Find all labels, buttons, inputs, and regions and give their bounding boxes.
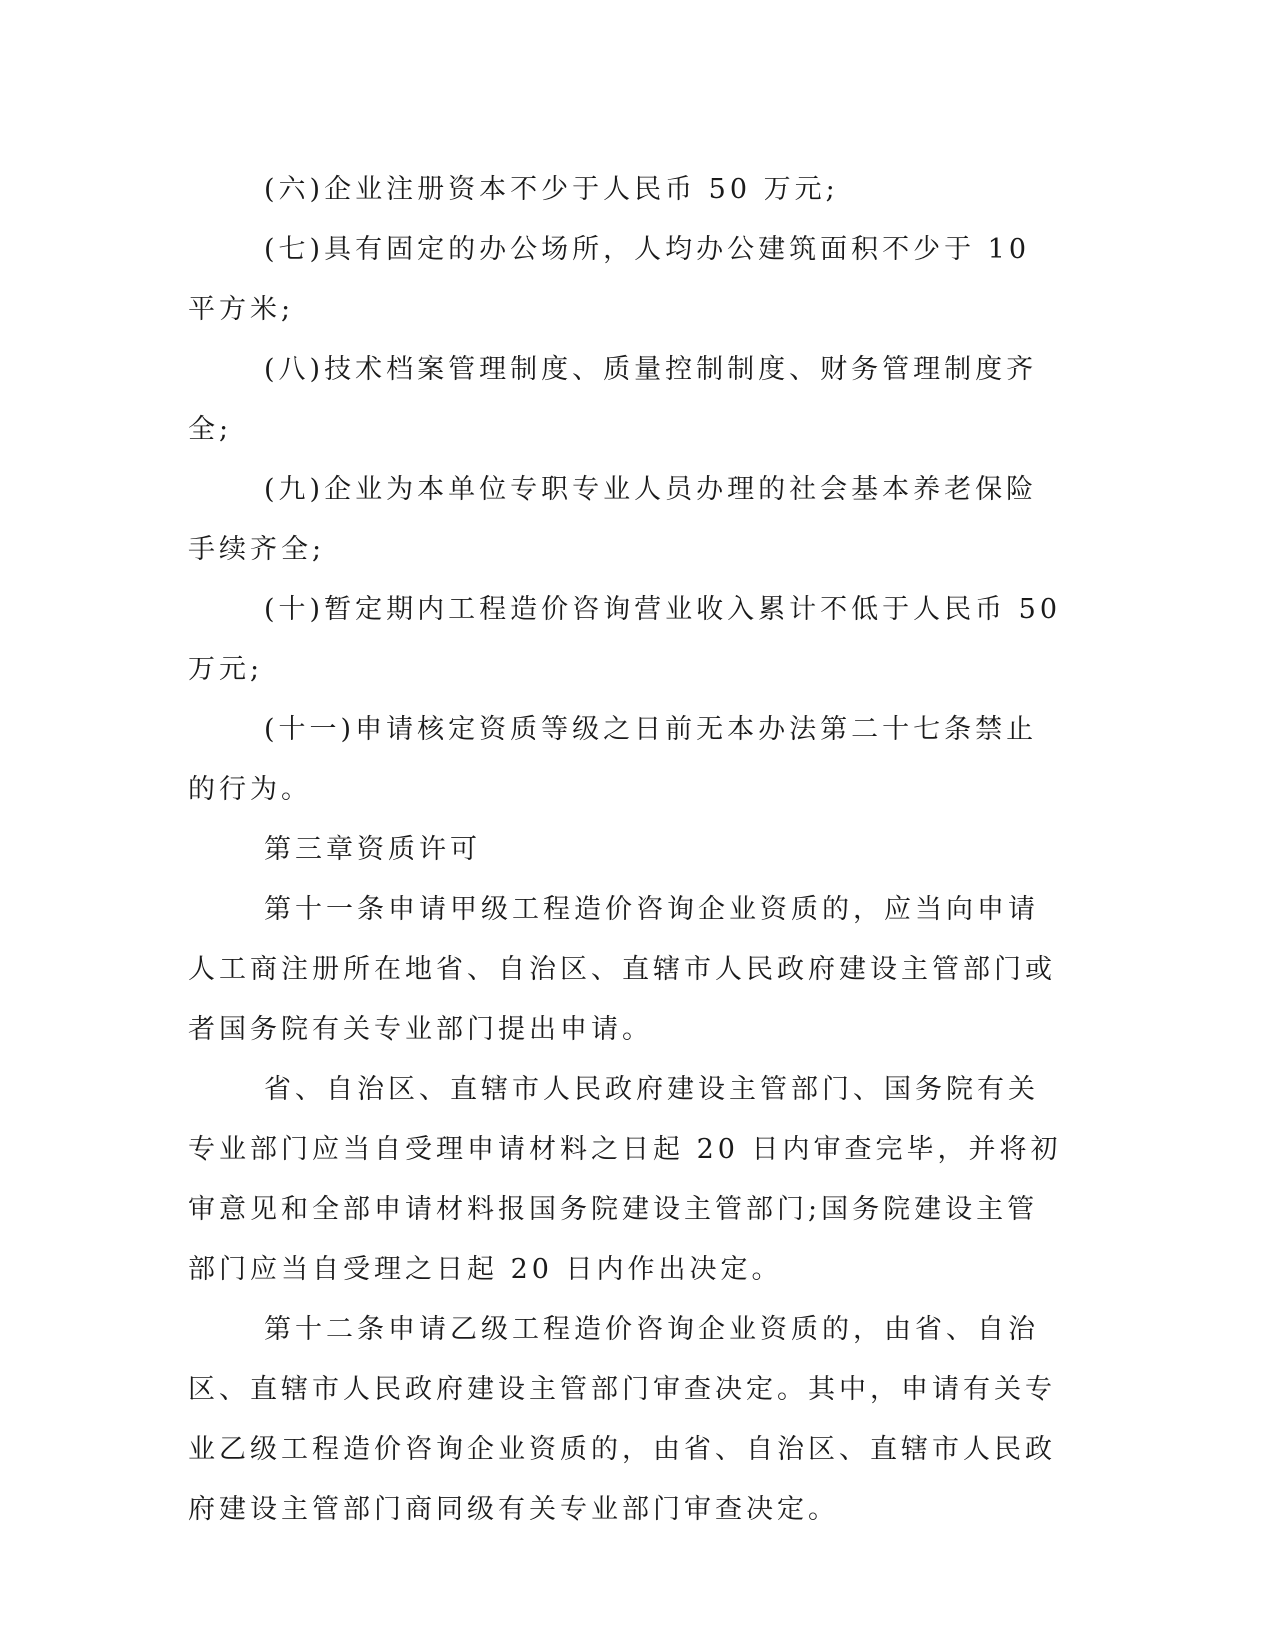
paragraph-item-8: (八)技术档案管理制度、质量控制制度、财务管理制度齐全; xyxy=(188,354,1038,445)
document-body xyxy=(188,160,1068,1540)
article-11: 第十一条申请甲级工程造价咨询企业资质的，应当向申请人工商注册所在地省、自治区、直辖市人民政府建设主管部门或者国务院有关专业部门提出申请。 xyxy=(188,894,1056,1045)
paragraph-item-6: (六)企业注册资本不少于人民币 50 万元; xyxy=(264,174,839,205)
paragraph-item-10: (十)暂定期内工程造价咨询营业收入累计不低于人民币 50 万元; xyxy=(188,594,1062,685)
paragraph-item-9: (九)企业为本单位专职专业人员办理的社会基本养老保险手续齐全; xyxy=(188,474,1038,565)
chapter-heading: 第三章资质许可 xyxy=(264,834,481,865)
paragraph-item-7: (七)具有固定的办公场所，人均办公建筑面积不少于 10 平方米; xyxy=(188,234,1031,325)
article-12: 第十二条申请乙级工程造价咨询企业资质的，由省、自治区、直辖市人民政府建设主管部门审查决定。其中，申请有关专业乙级工程造价咨询企业资质的，由省、自治区、直辖市人民政府建设主管部门商同级有关专业部门审查决定。 xyxy=(188,1314,1056,1525)
article-11-review: 省、自治区、直辖市人民政府建设主管部门、国务院有关专业部门应当自受理申请材料之日起 20 日内审查完毕，并将初审意见和全部申请材料报国务院建设主管部门;国务院建设主管部门应当自受理之日起 20 日内作出决定。 xyxy=(188,1074,1062,1285)
paragraph-item-11: (十一)申请核定资质等级之日前无本办法第二十七条禁止的行为。 xyxy=(188,714,1038,805)
